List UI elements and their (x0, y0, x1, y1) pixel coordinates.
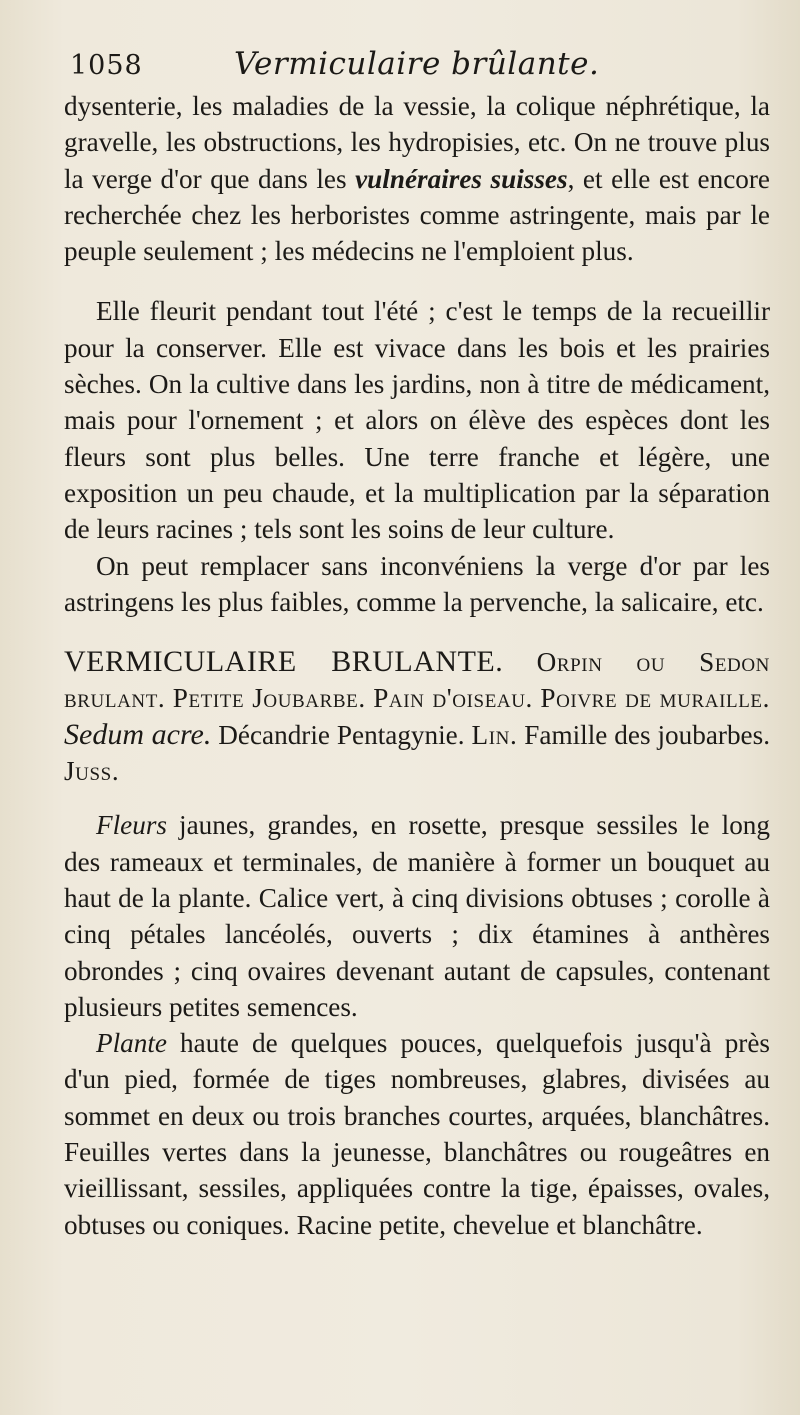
latin-name: Sedum acre. (64, 717, 212, 751)
page-number: 1058 (70, 50, 143, 81)
entry-title: VERMICULAIRE BRULANTE. (64, 645, 504, 679)
linnaeus-abbrev: Lin. (471, 719, 518, 750)
page-body (64, 88, 770, 1243)
paragraph-continued: dysenterie, les maladies de la vessie, la colique néphrétique, la gravelle, les obstructions, les hydropisies, etc. On ne trouve plus la verge d'or que dans les vulnéraires suisses, et elle est encore recherchée chez les herboristes comme astringente, mais par le peuple seulement ; les médecins ne l'emploient plus. (64, 91, 771, 267)
paragraph-flowering: Elle fleurit pendant tout l'été ; c'est le temps de la recueillir pour la conserver. Elle est vivace dans les bois et les prairies sèches. On la cultive dans les jardins, non à titre de médicament, mais pour l'ornement ; et alors on élève des espèces dont les fleurs sont plus belles. Une terre franche et légère, une exposition un peu chaude, et la multiplication par la séparation de leurs racines ; tels sont les soins de leur culture. (64, 296, 770, 545)
synonym-poivre: Poivre de muraille. (540, 683, 771, 714)
label-plante: Plante (96, 1028, 167, 1059)
synonym-joubarbe: Petite Joubarbe. (172, 683, 366, 714)
synonym-orpin: Orpin ou Sedon brulant. (64, 647, 771, 714)
family-name: Famille des joubarbes. (524, 719, 770, 750)
linnaean-class: Décandrie Pentagynie. (218, 719, 465, 750)
label-fleurs: Fleurs (96, 810, 167, 841)
paragraph-substitutes: On peut remplacer sans inconvéniens la verge d'or par les astringens les plus faibles, comme la pervenche, la salicaire, etc. (64, 550, 770, 617)
running-title: Vermiculaire brûlante. (234, 46, 600, 82)
entry-heading (64, 644, 770, 789)
synonym-pain-oiseau: Pain d'oiseau. (373, 683, 533, 714)
emphasis-vulneraires: vulnéraires suisses (355, 163, 568, 194)
running-header (64, 42, 770, 88)
jussieu-abbrev: Juss. (64, 756, 120, 787)
paragraph-flowers: Fleurs jaunes, grandes, en rosette, presque sessiles le long des rameaux et terminales, de manière à former un bouquet au haut de la plante. Calice vert, à cinq divisions obtuses ; corolle à cinq pétales lancéolés, ouverts ; dix étamines à anthères obrondes ; cinq ovaires devenant autant de capsules, contenant plusieurs petites semences. (64, 810, 770, 1022)
paragraph-plant: Plante haute de quelques pouces, quelquefois jusqu'à près d'un pied, formée de tiges nombreuses, glabres, divisées au sommet en deux ou trois branches courtes, arquées, blanchâtres. Feuilles vertes dans la jeunesse, blanchâtres ou rougeâtres en vieillissant, sessiles, appliquées contre la tige, épaisses, ovales, obtuses ou coniques. Racine petite, chevelue et blanchâtre. (64, 1028, 770, 1240)
